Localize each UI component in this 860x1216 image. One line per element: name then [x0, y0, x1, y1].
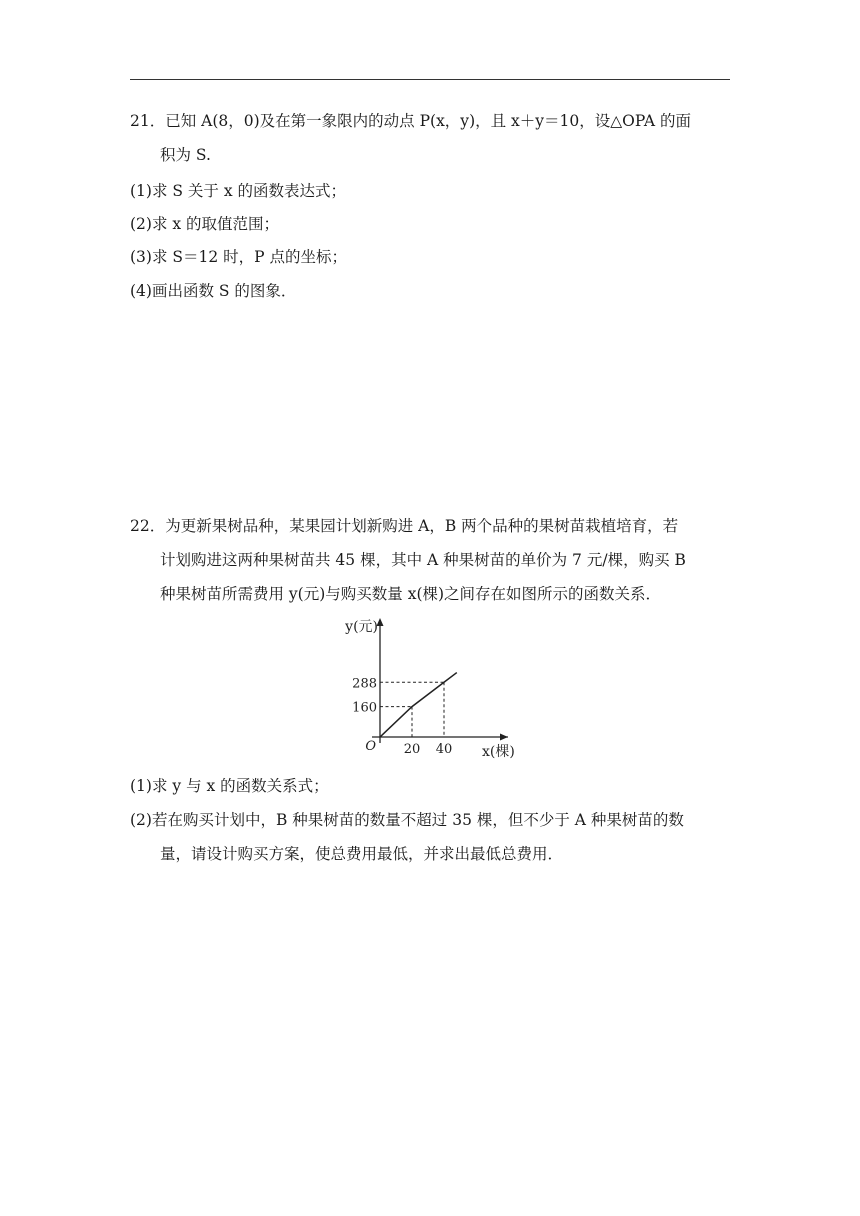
q21-stem-line1: 21．已知 A(8，0)及在第一象限内的动点 P(x，y)，且 x＋y＝10，设△OPA 的面 — [130, 112, 692, 130]
q21-part2: (2)求 x 的取值范围； — [130, 215, 280, 233]
q22-part2-line2: 量，请设计购买方案，使总费用最低，并求出最低总费用． — [160, 845, 564, 863]
y-tick-label-288: 288 — [352, 676, 377, 692]
q22-stem-line3: 种果树苗所需费用 y(元)与购买数量 x(棵)之间存在如图所示的函数关系． — [160, 585, 662, 603]
chart-labels — [344, 619, 515, 760]
q21-part4: (4)画出函数 S 的图象． — [130, 282, 297, 300]
y-tick-label-160: 160 — [352, 700, 377, 716]
q22-stem-line1: 22．为更新果树品种，某果园计划新购进 A，B 两个品种的果树苗栽植培育，若 — [130, 517, 679, 535]
x-tick-label-40: 40 — [435, 742, 453, 757]
q22-stem-line2: 计划购进这两种果树苗共 45 棵，其中 A 种果树苗的单价为 7 元/棵，购买 B — [160, 551, 686, 569]
x-tick-label-20: 20 — [403, 742, 421, 757]
x-axis-label: x(棵) — [482, 744, 515, 760]
q22-part2-line1: (2)若在购买计划中，B 种果树苗的数量不超过 35 棵，但不少于 A 种果树苗的数 — [130, 811, 684, 829]
q21-stem-line2: 积为 S. — [160, 146, 211, 164]
q22-part1: (1)求 y 与 x 的函数关系式； — [130, 777, 329, 795]
cost-function-graph — [330, 614, 530, 764]
x-axis-arrow — [500, 734, 508, 741]
q21-part3: (3)求 S＝12 时，P 点的坐标； — [130, 248, 348, 266]
y-axis-label: y(元) — [345, 619, 378, 635]
origin-label: O — [365, 739, 376, 754]
header-rule — [130, 79, 730, 80]
q21-part1: (1)求 S 关于 x 的函数表达式； — [130, 182, 347, 200]
